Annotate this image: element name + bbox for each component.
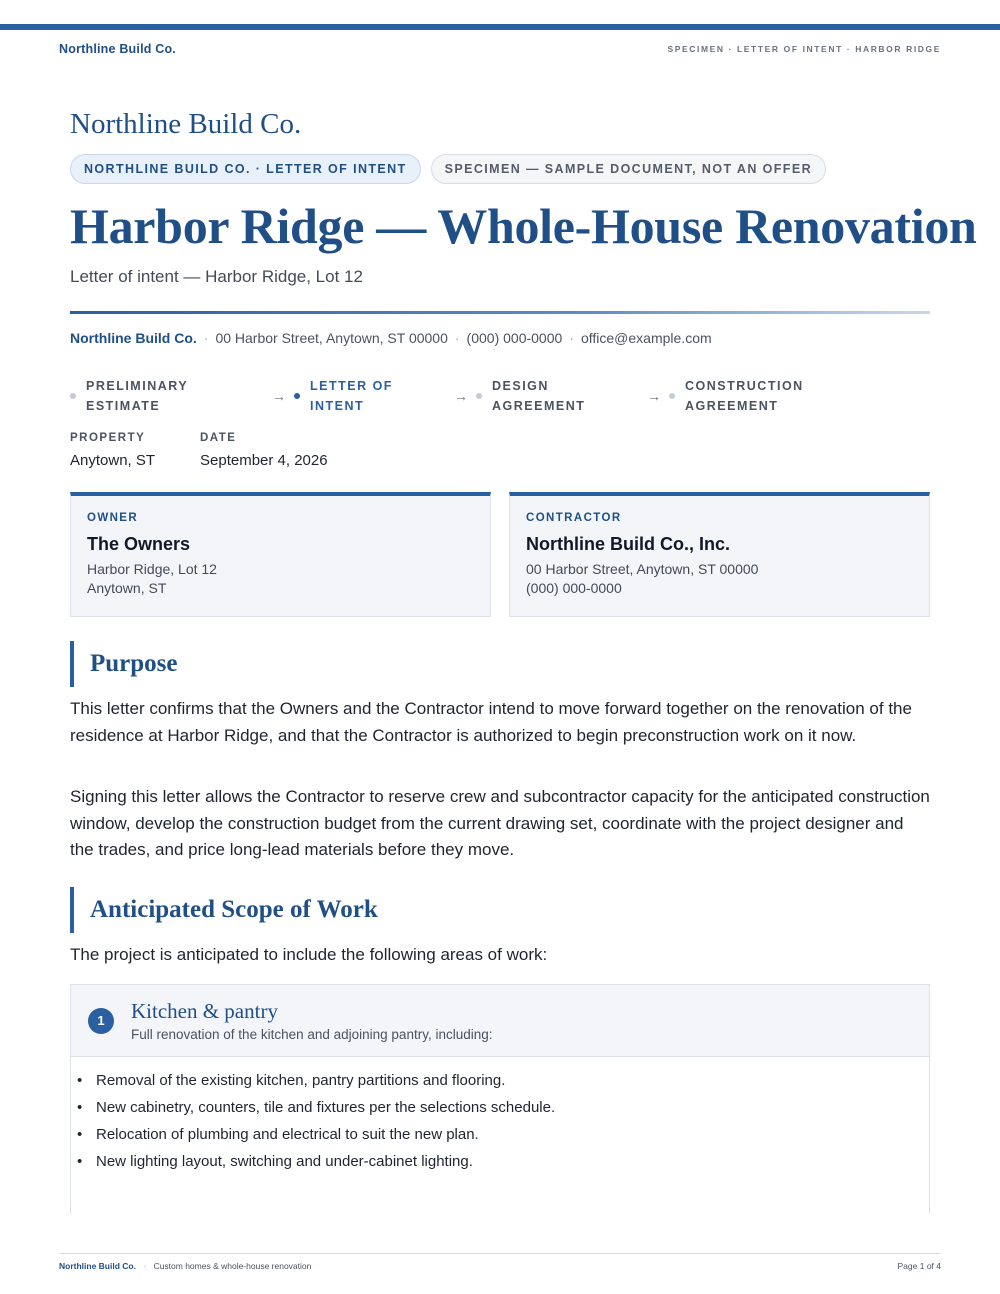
contact-separator: · bbox=[569, 330, 574, 346]
bullet-icon: • bbox=[77, 1126, 83, 1143]
footer-company: Northline Build Co. bbox=[59, 1261, 136, 1271]
stage-label: DESIGN AGREEMENT bbox=[492, 379, 586, 413]
date-field bbox=[200, 432, 328, 469]
stage-label: CONSTRUCTION AGREEMENT bbox=[685, 379, 804, 413]
scope-intro: The project is anticipated to include the following areas of work: bbox=[70, 945, 548, 964]
footer-tagline: Custom homes & whole-house renovation bbox=[153, 1261, 312, 1271]
footer-left bbox=[59, 1261, 311, 1271]
document-pills bbox=[70, 154, 930, 184]
contractor-name: Northline Build Co., Inc. bbox=[526, 534, 730, 554]
document-type-pill: NORTHLINE BUILD CO. · LETTER OF INTENT bbox=[70, 154, 421, 184]
scope-item-subtitle: Full renovation of the kitchen and adjoining pantry, including: bbox=[131, 1027, 493, 1042]
scope-item-bullets bbox=[71, 1057, 929, 1175]
stage-dot bbox=[476, 393, 482, 399]
property-value: Anytown, ST bbox=[70, 452, 156, 469]
title-rule bbox=[70, 311, 930, 314]
owner-card bbox=[70, 492, 491, 617]
stage-arrow-icon: → bbox=[647, 388, 661, 404]
running-head-label: SPECIMEN · LETTER OF INTENT · HARBOR RIDGE bbox=[667, 44, 941, 54]
stage-arrow-icon: → bbox=[454, 388, 468, 404]
running-head bbox=[59, 41, 941, 57]
document-title: Harbor Ridge — Whole-House Renovation bbox=[70, 198, 977, 254]
owner-role-label: OWNER bbox=[87, 512, 139, 524]
list-item: • Relocation of plumbing and electrical to suit the new plan. bbox=[77, 1121, 929, 1148]
contact-email: office@example.com bbox=[580, 330, 712, 346]
contact-address: 00 Harbor Street, Anytown, ST 00000 bbox=[215, 330, 448, 346]
stage-dot bbox=[70, 393, 76, 399]
stage-dot bbox=[669, 393, 675, 399]
document-stage-tracker bbox=[70, 376, 930, 416]
stage-arrow-icon: → bbox=[272, 388, 286, 404]
parties-section bbox=[70, 492, 930, 617]
stage-label: LETTER OF INTENT bbox=[310, 379, 393, 413]
bullet-icon: • bbox=[77, 1153, 83, 1170]
owner-city-line: Anytown, ST bbox=[87, 580, 167, 596]
scope-item-heading-group bbox=[131, 999, 492, 1042]
contractor-card bbox=[509, 492, 930, 617]
specimen-pill: SPECIMEN — SAMPLE DOCUMENT, NOT AN OFFER bbox=[431, 154, 826, 184]
footer-separator: · bbox=[143, 1261, 147, 1271]
contact-company: Northline Build Co. bbox=[70, 330, 197, 346]
bullet-icon: • bbox=[77, 1099, 83, 1116]
stage-label: PRELIMINARY ESTIMATE bbox=[86, 379, 189, 413]
contact-separator: · bbox=[203, 330, 209, 346]
document-subtitle: Letter of intent — Harbor Ridge, Lot 12 bbox=[70, 267, 363, 286]
purpose-heading: Purpose bbox=[70, 641, 930, 687]
stage-preliminary-estimate bbox=[70, 376, 264, 416]
stage-dot-active bbox=[294, 393, 300, 399]
scope-item-number-badge: 1 bbox=[88, 1008, 114, 1034]
date-label: DATE bbox=[200, 432, 237, 444]
property-label: PROPERTY bbox=[70, 432, 146, 444]
purpose-paragraph-1: This letter confirms that the Owners and the Contractor intend to move forward together on the renovation of the residence at Harbor Ridge, and that the Contractor is authorized to begin preconstruction work on it now. bbox=[70, 699, 912, 745]
brand-wordmark: Northline Build Co. bbox=[70, 108, 302, 140]
contact-line bbox=[70, 330, 930, 346]
contractor-phone-line: (000) 000-0000 bbox=[526, 580, 622, 596]
contractor-role-label: CONTRACTOR bbox=[526, 512, 622, 524]
contact-separator: · bbox=[454, 330, 460, 346]
contractor-address-line: 00 Harbor Street, Anytown, ST 00000 bbox=[526, 561, 759, 577]
stage-design-agreement bbox=[476, 376, 639, 416]
scope-item-header bbox=[71, 985, 929, 1057]
running-head-company: Northline Build Co. bbox=[59, 42, 176, 56]
scope-item-title: Kitchen & pantry bbox=[131, 999, 278, 1023]
date-value: September 4, 2026 bbox=[200, 452, 328, 469]
owner-address-line: Harbor Ridge, Lot 12 bbox=[87, 561, 217, 577]
list-item: • New lighting layout, switching and under-cabinet lighting. bbox=[77, 1148, 929, 1175]
page-number: Page 1 of 4 bbox=[897, 1261, 941, 1271]
contact-phone: (000) 000-0000 bbox=[466, 330, 563, 346]
list-item: • Removal of the existing kitchen, pantry partitions and flooring. bbox=[77, 1067, 929, 1094]
stage-letter-of-intent bbox=[294, 376, 446, 416]
scope-item-card bbox=[70, 984, 930, 1214]
page-footer bbox=[59, 1253, 941, 1271]
purpose-paragraph-2: Signing this letter allows the Contractor to reserve crew and subcontractor capacity for the anticipated construction window, develop the construction budget from the current drawing set, coordinate with the project designer and the trades, and price long-lead materials before they move. bbox=[70, 787, 930, 859]
stage-construction-agreement bbox=[669, 376, 804, 416]
bullet-icon: • bbox=[77, 1072, 83, 1089]
owner-name: The Owners bbox=[87, 534, 191, 554]
document-meta bbox=[70, 432, 930, 469]
scope-heading: Anticipated Scope of Work bbox=[70, 887, 930, 933]
top-accent-bar bbox=[0, 24, 1000, 30]
property-field bbox=[70, 432, 158, 469]
list-item: • New cabinetry, counters, tile and fixtures per the selections schedule. bbox=[77, 1094, 929, 1121]
